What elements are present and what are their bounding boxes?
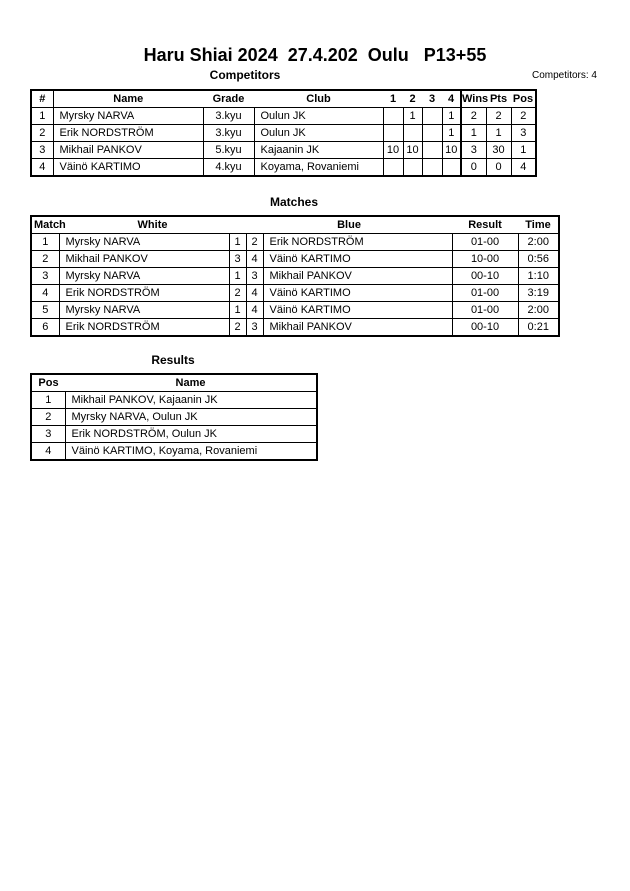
match-score-cell [422, 142, 442, 159]
match-score-cell [383, 125, 403, 142]
competitor-name-cell: Väinö KARTIMO [53, 159, 203, 177]
white-number-cell: 1 [229, 234, 246, 251]
competitor-number-cell: 3 [31, 142, 53, 159]
match-score-cell: 10 [383, 142, 403, 159]
result-pos-cell: 2 [31, 409, 65, 426]
page-title: Haru Shiai 2024 27.4.202 Oulu P13+55 [143, 45, 487, 65]
competitor-wins-cell: 0 [461, 159, 486, 177]
blue-name-cell: Mikhail PANKOV [263, 268, 452, 285]
white-name-cell: Myrsky NARVA [59, 302, 229, 319]
competitor-wins-cell: 2 [461, 108, 486, 125]
time-cell: 2:00 [518, 302, 559, 319]
match-score-cell: 10 [403, 142, 422, 159]
competitor-row [31, 159, 536, 177]
white-number-cell: 1 [229, 268, 246, 285]
result-pos-cell: 1 [31, 392, 65, 409]
time-cell: 0:56 [518, 251, 559, 268]
result-cell: 01-00 [452, 285, 518, 302]
col-header-opponent-2: 2 [403, 90, 422, 108]
matches-heading: Matches [269, 195, 319, 209]
match-score-cell [383, 108, 403, 125]
competitor-number-cell: 4 [31, 159, 53, 177]
match-row [31, 319, 559, 337]
result-pos-cell: 4 [31, 443, 65, 461]
competitor-club-cell: Oulun JK [254, 108, 383, 125]
result-name-cell: Väinö KARTIMO, Koyama, Rovaniemi [65, 443, 317, 461]
result-row [31, 392, 317, 409]
competitor-pts-cell: 2 [486, 108, 511, 125]
col-header-time: Time [518, 216, 559, 234]
col-header-white: White [59, 216, 246, 234]
col-header-opponent-1: 1 [383, 90, 403, 108]
competitor-pos-cell: 3 [511, 125, 536, 142]
competitor-pts-cell: 1 [486, 125, 511, 142]
match-row [31, 251, 559, 268]
white-name-cell: Myrsky NARVA [59, 234, 229, 251]
match-number-cell: 6 [31, 319, 59, 337]
time-cell: 0:21 [518, 319, 559, 337]
blue-number-cell: 4 [246, 302, 263, 319]
match-score-cell [422, 159, 442, 177]
competitor-wins-cell: 1 [461, 125, 486, 142]
result-cell: 01-00 [452, 234, 518, 251]
competitor-row [31, 108, 536, 125]
competitor-pts-cell: 0 [486, 159, 511, 177]
match-row [31, 234, 559, 251]
matches-header-row [31, 216, 559, 234]
match-row [31, 302, 559, 319]
result-row [31, 409, 317, 426]
result-cell: 00-10 [452, 319, 518, 337]
competitor-pos-cell: 2 [511, 108, 536, 125]
blue-number-cell: 4 [246, 285, 263, 302]
match-score-cell: 1 [442, 108, 461, 125]
competitor-number-cell: 2 [31, 125, 53, 142]
competitors-count: Competitors: 4 [531, 70, 597, 81]
match-score-cell [422, 125, 442, 142]
competitor-grade-cell: 5.kyu [203, 142, 254, 159]
blue-name-cell: Mikhail PANKOV [263, 319, 452, 337]
col-header-blue: Blue [246, 216, 452, 234]
match-score-cell: 1 [442, 125, 461, 142]
match-score-cell [403, 159, 422, 177]
match-score-cell: 1 [403, 108, 422, 125]
col-header-pos: Pos [511, 90, 536, 108]
match-row [31, 285, 559, 302]
match-score-cell [383, 159, 403, 177]
col-header-match: Match [31, 216, 59, 234]
result-pos-cell: 3 [31, 426, 65, 443]
col-header-wins: Wins [461, 90, 486, 108]
white-name-cell: Erik NORDSTRÖM [59, 285, 229, 302]
blue-number-cell: 4 [246, 251, 263, 268]
blue-number-cell: 3 [246, 319, 263, 337]
result-row [31, 443, 317, 461]
competitor-club-cell: Koyama, Rovaniemi [254, 159, 383, 177]
match-number-cell: 2 [31, 251, 59, 268]
blue-number-cell: 2 [246, 234, 263, 251]
competitor-grade-cell: 4.kyu [203, 159, 254, 177]
result-cell: 10-00 [452, 251, 518, 268]
competitor-pos-cell: 4 [511, 159, 536, 177]
result-name-cell: Mikhail PANKOV, Kajaanin JK [65, 392, 317, 409]
competitor-row [31, 142, 536, 159]
blue-number-cell: 3 [246, 268, 263, 285]
white-number-cell: 3 [229, 251, 246, 268]
competitor-name-cell: Mikhail PANKOV [53, 142, 203, 159]
competitors-table [30, 89, 537, 177]
match-number-cell: 1 [31, 234, 59, 251]
competitor-club-cell: Oulun JK [254, 125, 383, 142]
blue-name-cell: Väinö KARTIMO [263, 302, 452, 319]
white-number-cell: 1 [229, 302, 246, 319]
competitor-pts-cell: 30 [486, 142, 511, 159]
white-number-cell: 2 [229, 319, 246, 337]
col-header-name: Name [53, 90, 203, 108]
col-header-pts: Pts [486, 90, 511, 108]
matches-table [30, 215, 560, 337]
col-header-result: Result [452, 216, 518, 234]
result-row [31, 426, 317, 443]
result-name-cell: Myrsky NARVA, Oulun JK [65, 409, 317, 426]
white-name-cell: Mikhail PANKOV [59, 251, 229, 268]
results-table [30, 373, 318, 461]
competitors-header-row [31, 90, 536, 108]
results-header-row [31, 374, 317, 392]
col-header-opponent-4: 4 [442, 90, 461, 108]
competitor-grade-cell: 3.kyu [203, 108, 254, 125]
result-cell: 01-00 [452, 302, 518, 319]
blue-name-cell: Erik NORDSTRÖM [263, 234, 452, 251]
match-number-cell: 4 [31, 285, 59, 302]
white-name-cell: Erik NORDSTRÖM [59, 319, 229, 337]
match-score-cell: 10 [442, 142, 461, 159]
time-cell: 1:10 [518, 268, 559, 285]
competitor-name-cell: Erik NORDSTRÖM [53, 125, 203, 142]
col-header-number: # [31, 90, 53, 108]
blue-name-cell: Väinö KARTIMO [263, 285, 452, 302]
col-header-opponent-3: 3 [422, 90, 442, 108]
match-row [31, 268, 559, 285]
competitor-name-cell: Myrsky NARVA [53, 108, 203, 125]
competitor-club-cell: Kajaanin JK [254, 142, 383, 159]
competitor-pos-cell: 1 [511, 142, 536, 159]
match-number-cell: 5 [31, 302, 59, 319]
col-header-grade: Grade [203, 90, 254, 108]
col-header-pos: Pos [31, 374, 65, 392]
competitor-wins-cell: 3 [461, 142, 486, 159]
results-heading: Results [151, 353, 195, 367]
match-score-cell [403, 125, 422, 142]
result-name-cell: Erik NORDSTRÖM, Oulun JK [65, 426, 317, 443]
match-number-cell: 3 [31, 268, 59, 285]
competitor-number-cell: 1 [31, 108, 53, 125]
white-number-cell: 2 [229, 285, 246, 302]
col-header-club: Club [254, 90, 383, 108]
match-score-cell [422, 108, 442, 125]
result-cell: 00-10 [452, 268, 518, 285]
competitor-grade-cell: 3.kyu [203, 125, 254, 142]
competitors-heading: Competitors [209, 68, 281, 82]
match-score-cell [442, 159, 461, 177]
white-name-cell: Myrsky NARVA [59, 268, 229, 285]
col-header-result-name: Name [65, 374, 317, 392]
blue-name-cell: Väinö KARTIMO [263, 251, 452, 268]
competitor-row [31, 125, 536, 142]
time-cell: 3:19 [518, 285, 559, 302]
time-cell: 2:00 [518, 234, 559, 251]
